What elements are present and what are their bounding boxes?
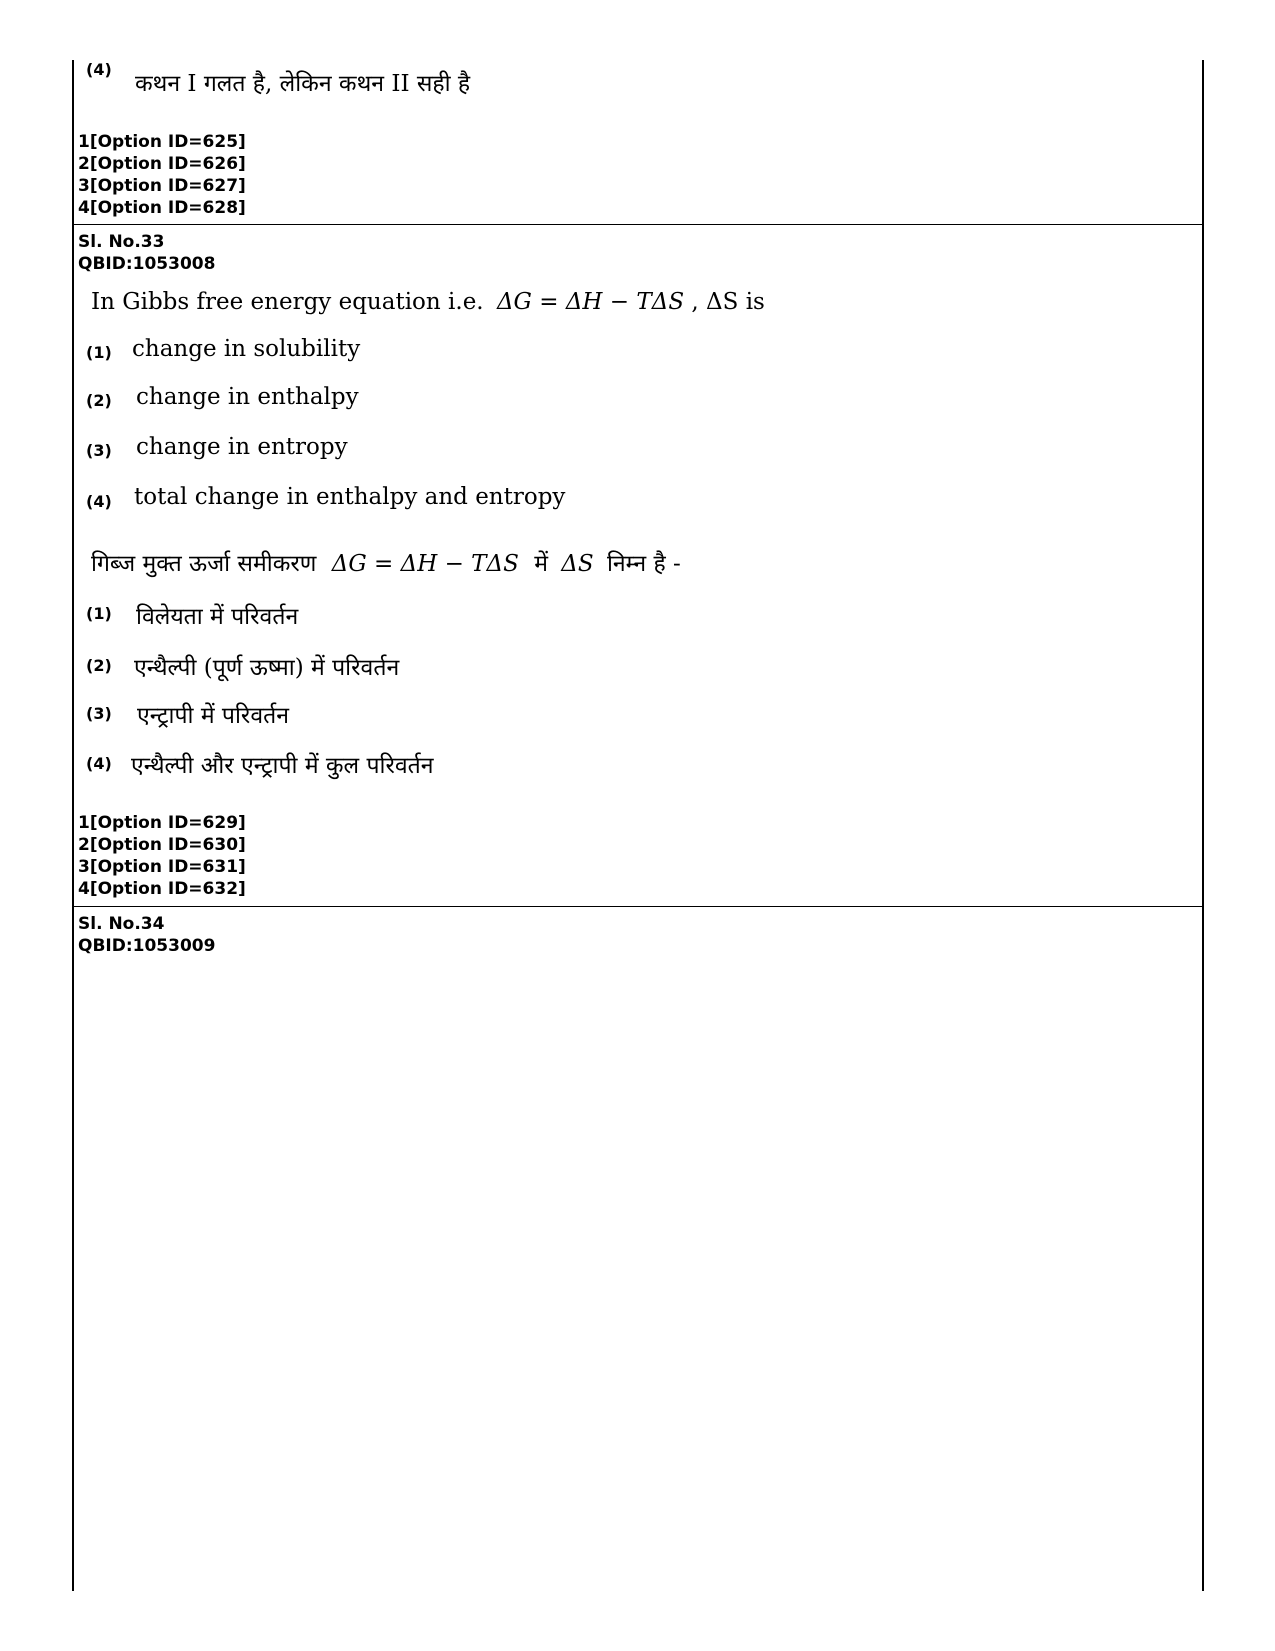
option-number: (3) [86, 441, 112, 460]
option-id: 3[Option ID=627] [78, 176, 246, 196]
option-number: (2) [86, 391, 112, 410]
option-text: विलेयता में परिवर्तन [136, 604, 299, 630]
serial-number: Sl. No.33 [78, 232, 165, 252]
equation: ΔG = ΔH − TΔS [331, 551, 519, 577]
option-id: 1[Option ID=629] [78, 813, 246, 833]
option-number: (4) [86, 492, 112, 511]
question-suffix: , ΔS is [691, 289, 765, 315]
question-text-hi [91, 546, 681, 578]
option-id-list [78, 813, 246, 901]
question-divider [72, 224, 1204, 225]
option-text: change in solubility [132, 336, 361, 362]
serial-number: Sl. No.34 [78, 914, 165, 934]
question-middle: में [534, 551, 548, 577]
option-id: 4[Option ID=632] [78, 879, 246, 899]
option-id: 3[Option ID=631] [78, 857, 246, 877]
prev-option-4-number: (4) [86, 60, 112, 79]
question-prefix: In Gibbs free energy equation i.e. [91, 289, 484, 315]
question-text-en [91, 289, 765, 315]
option-number: (1) [86, 343, 112, 362]
variable: ΔS [561, 551, 594, 577]
question-prefix: गिब्ज मुक्त ऊर्जा समीकरण [91, 551, 317, 577]
option-text: एन्ट्रापी में परिवर्तन [137, 703, 289, 729]
option-text: change in entropy [136, 434, 348, 460]
option-text: एन्थैल्पी और एन्ट्रापी में कुल परिवर्तन [131, 753, 434, 779]
option-text: एन्थैल्पी (पूर्ण ऊष्मा) में परिवर्तन [134, 655, 400, 681]
option-id: 1[Option ID=625] [78, 132, 246, 152]
right-border [1202, 60, 1204, 1591]
option-id: 2[Option ID=626] [78, 154, 246, 174]
option-number: (4) [86, 754, 112, 773]
option-number: (3) [86, 704, 112, 723]
option-text: total change in enthalpy and entropy [134, 484, 566, 510]
question-suffix: निम्न है - [606, 551, 681, 577]
option-text: change in enthalpy [136, 384, 359, 410]
left-border [72, 60, 74, 1591]
option-number: (2) [86, 656, 112, 675]
prev-option-id-list [78, 132, 246, 220]
prev-option-4-text: कथन I गलत है, लेकिन कथन II सही है [135, 71, 471, 97]
qbid: QBID:1053009 [78, 936, 216, 956]
equation: ΔG = ΔH − TΔS [496, 289, 685, 315]
option-id: 2[Option ID=630] [78, 835, 246, 855]
option-number: (1) [86, 604, 112, 623]
qbid: QBID:1053008 [78, 254, 216, 274]
question-divider [72, 906, 1204, 907]
option-id: 4[Option ID=628] [78, 198, 246, 218]
